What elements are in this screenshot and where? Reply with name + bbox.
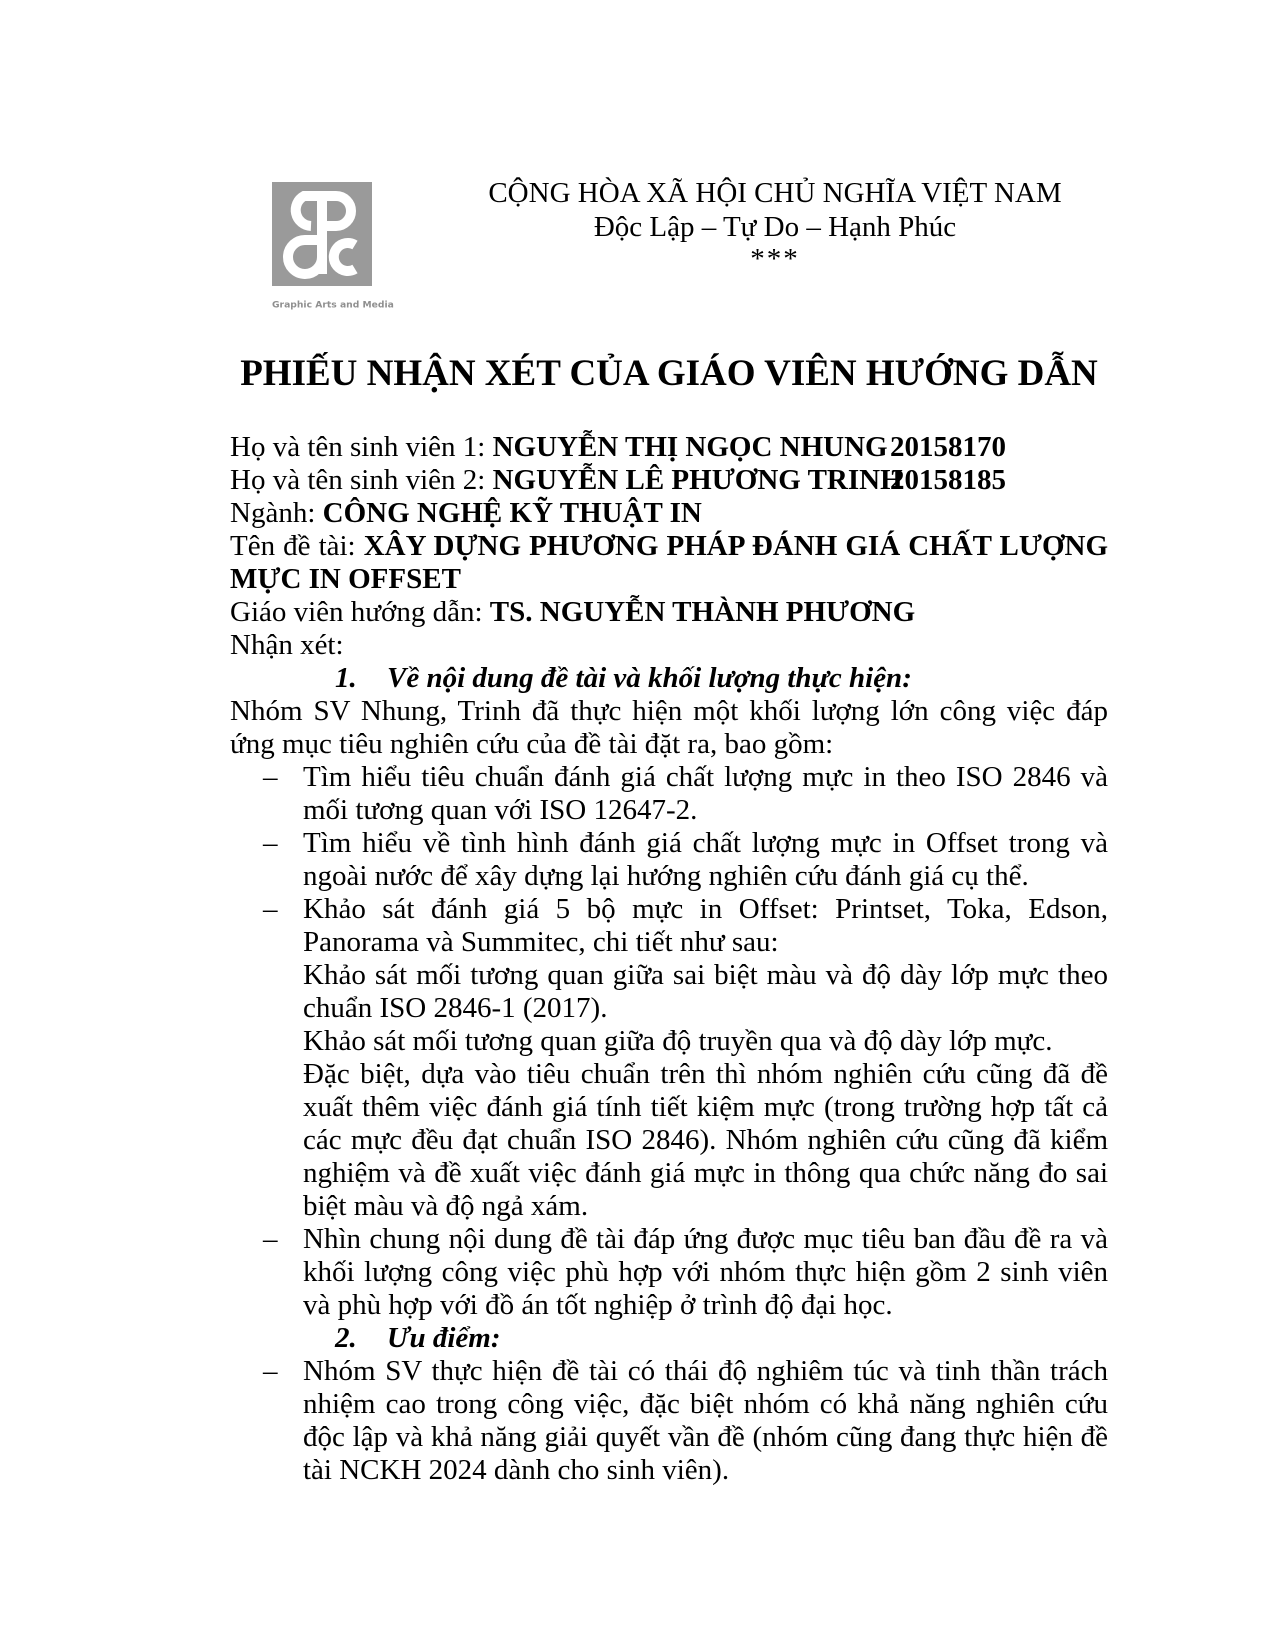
supervisor-line <box>230 596 1108 629</box>
sub-paragraph: Khảo sát mối tương quan giữa độ truyền qua và độ dày lớp mực. <box>303 1025 1053 1057</box>
document-content <box>230 176 1108 1487</box>
section1-intro: Nhóm SV Nhung, Trinh đã thực hiện một khối lượng lớn công việc đáp ứng mục tiêu nghiên cứu của đề tài đặt ra, bao gồm: <box>230 695 1108 760</box>
bullet-text: Nhìn chung nội dung đề tài đáp ứng được mục tiêu ban đầu đề ra và khối lượng công việc phù hợp với nhóm thực hiện gồm 2 sinh viên và phù hợp với đồ án tốt nghiệp ở trình độ đại học. <box>303 1223 1108 1321</box>
logo-caption: Graphic Arts and Media <box>272 300 394 311</box>
bullet-text: Nhóm SV thực hiện đề tài có thái độ nghiêm túc và tinh thần trách nhiệm cao trong công việc, đặc biệt nhóm có khả năng nghiên cứu độc lập và khả năng giải quyết vần đề (nhóm cũng đang thực hiện đề tài NCKH 2024 dành cho sinh viên). <box>303 1355 1108 1486</box>
national-motto-line2: Độc Lập – Tự Do – Hạnh Phúc <box>593 211 957 243</box>
review-label-line: Nhận xét: <box>230 629 344 661</box>
student1-line <box>230 431 1108 464</box>
student2-label: Họ và tên sinh viên 2: <box>230 464 486 496</box>
dash-bullet-icon: – <box>263 893 278 925</box>
page-title: PHIẾU NHẬN XÉT CỦA GIÁO VIÊN HƯỚNG DẪN <box>240 353 1098 394</box>
sub-paragraph: Khảo sát mối tương quan giữa sai biệt màu và độ dày lớp mực theo chuẩn ISO 2846-1 (2017). <box>303 959 1108 1024</box>
supervisor-label: Giáo viên hướng dẫn: <box>230 596 483 628</box>
bullet-text: Tìm hiểu về tình hình đánh giá chất lượng mực in Offset trong và ngoài nước để xây dựng lại hướng nghiên cứu đánh giá cụ thể. <box>303 827 1108 892</box>
section2-heading-text: Ưu điểm: <box>387 1322 501 1354</box>
national-header <box>430 176 1120 274</box>
student2-id: 20158185 <box>890 464 1006 496</box>
list-item <box>230 893 1108 959</box>
list-item <box>230 761 1108 827</box>
dash-bullet-icon: – <box>263 827 278 859</box>
student2-line <box>230 464 1108 497</box>
supervisor-value: TS. NGUYỄN THÀNH PHƯƠNG <box>489 596 916 628</box>
major-line <box>230 497 1108 530</box>
logo-block <box>272 176 394 323</box>
section1-heading <box>230 662 1108 695</box>
section2-number: 2. <box>335 1322 357 1354</box>
national-motto-line1: CỘNG HÒA XÃ HỘI CHỦ NGHĨA VIỆT NAM <box>488 177 1062 209</box>
topic-value: XÂY DỰNG PHƯƠNG PHÁP ĐÁNH GIÁ CHẤT LƯỢNG MỰC IN OFFSET <box>230 530 1108 595</box>
section2-heading <box>230 1322 1108 1355</box>
student2-name: NGUYỄN LÊ PHƯƠNG TRINH <box>492 464 903 496</box>
major-value: CÔNG NGHỆ KỸ THUẬT IN <box>322 497 702 529</box>
graphic-arts-media-logo-icon <box>272 182 372 286</box>
student1-id: 20158170 <box>890 431 1006 463</box>
document-header <box>230 176 1108 323</box>
list-item <box>230 1355 1108 1487</box>
section1-heading-text: Về nội dung đề tài và khối lượng thực hiện: <box>387 662 912 694</box>
sub-paragraph: Đặc biệt, dựa vào tiêu chuẩn trên thì nhóm nghiên cứu cũng đã đề xuất thêm việc đánh giá tính tiết kiệm mực (trong trường hợp tất cả các mực đều đạt chuẩn ISO 2846). Nhóm nghiên cứu cũng đã kiểm nghiệm và đề xuất việc đánh giá mực in thông qua chức năng đo sai biệt màu và độ ngả xám. <box>303 1058 1108 1222</box>
list-item <box>230 1223 1108 1322</box>
major-label: Ngành: <box>230 497 316 529</box>
topic-line <box>230 530 1108 596</box>
topic-label: Tên đề tài: <box>230 530 356 562</box>
student1-name: NGUYỄN THỊ NGỌC NHUNG <box>492 431 888 463</box>
dash-bullet-icon: – <box>263 1223 278 1255</box>
list-item <box>230 827 1108 893</box>
dash-bullet-icon: – <box>263 761 278 793</box>
dash-bullet-icon: – <box>263 1355 278 1387</box>
bullet-text: Khảo sát đánh giá 5 bộ mực in Offset: Printset, Toka, Edson, Panorama và Summitec, chi tiết như sau: <box>303 893 1108 958</box>
stars-separator: *** <box>750 243 800 275</box>
bullet-text: Tìm hiểu tiêu chuẩn đánh giá chất lượng mực in theo ISO 2846 và mối tương quan với ISO 12647-2. <box>303 761 1108 826</box>
section1-number: 1. <box>335 662 357 694</box>
student1-label: Họ và tên sinh viên 1: <box>230 431 486 463</box>
